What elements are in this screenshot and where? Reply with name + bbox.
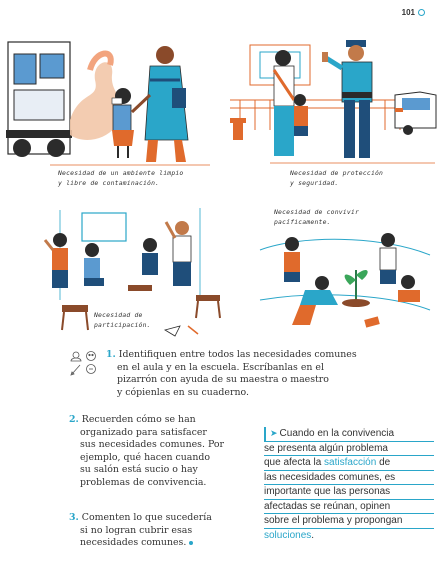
caption-protection — [290, 168, 383, 188]
activity-3-line — [69, 512, 249, 525]
activity-3-text: Comenten lo que sucedería — [81, 512, 212, 523]
callout-line — [264, 427, 434, 442]
callout-text: de — [376, 457, 391, 468]
callout-line: sobre el problema y propongan — [264, 514, 434, 529]
activity-1-text: Identifiquen entre todos las necesidades comunes — [118, 349, 357, 360]
callout-line: las necesidades comunes, es — [264, 471, 434, 486]
callout-line — [264, 529, 434, 543]
callout-text: que afecta la — [264, 457, 325, 468]
callout-text: Cuando en la convivencia — [279, 428, 395, 439]
activity-2-text: Recuerden cómo se han — [81, 414, 196, 425]
caption-line: Necesidad de protección — [290, 169, 384, 177]
callout-highlight: satisfacción — [324, 457, 377, 468]
activity-1-line: en el aula y en la escuela. Escríbanlas en el — [117, 361, 324, 373]
callout-line: se presenta algún problema — [264, 442, 434, 457]
activity-1 — [106, 349, 396, 399]
callout-text: . — [311, 529, 315, 541]
scene-protection — [230, 40, 436, 163]
activity-3-line: si no logran cubrir esas — [80, 524, 193, 536]
caption-line: participación. — [94, 321, 151, 329]
scene-peaceful-coexistence — [260, 233, 430, 328]
caption-participation — [94, 310, 151, 330]
callout-bar — [264, 427, 266, 441]
caption-line: Necesidad de — [94, 311, 143, 319]
activity-2-line: sus necesidades comunes. Por — [80, 439, 224, 451]
callout-line: importante que las personas — [264, 485, 434, 500]
activity-1-number: 1. — [106, 349, 116, 360]
callout-line — [264, 456, 434, 471]
speech-icon — [87, 365, 96, 374]
pencil-icon — [71, 365, 80, 375]
activity-2 — [69, 414, 249, 490]
activity-2-line — [69, 414, 249, 427]
page-number: 101 — [402, 8, 425, 17]
activity-icons — [70, 350, 100, 376]
caption-line: Necesidad de convivir — [274, 208, 359, 216]
activity-3 — [69, 512, 249, 550]
activity-2-line: ejemplo, qué hacen cuando — [80, 451, 211, 463]
caption-line: y seguridad. — [290, 179, 339, 187]
caption-line: y libre de contaminación. — [58, 179, 160, 187]
activity-1-line: y cópienlas en su cuaderno. — [117, 386, 249, 398]
activity-2-line: problemas de convivencia. — [80, 476, 207, 488]
activity-3-number: 3. — [69, 512, 79, 523]
activity-2-line: su salón está sucio o hay — [80, 464, 198, 476]
activity-2-line: organizado para satisfacer — [80, 426, 207, 438]
thinking-icon — [87, 352, 96, 361]
scene-clean-environment — [6, 42, 210, 165]
end-dot-icon — [189, 541, 193, 545]
callout-highlight: soluciones — [264, 529, 312, 541]
activity-3-line — [69, 537, 249, 550]
callout-box — [264, 427, 434, 542]
callout-line: afectadas se reúnan, opinen — [264, 500, 434, 515]
activity-1-line: pizarrón con ayuda de su maestra o maestro — [117, 374, 329, 386]
caption-line: pacíficamente. — [274, 218, 331, 226]
caption-line: Necesidad de un ambiente limpio — [58, 169, 184, 177]
caption-clean-environment — [58, 168, 183, 188]
arrow-right-icon: ➤ — [270, 428, 278, 438]
activity-3-text: necesidades comunes. — [80, 537, 187, 549]
group-icon — [71, 352, 81, 361]
activity-2-number: 2. — [69, 414, 79, 425]
activity-1-line — [106, 349, 396, 362]
caption-peaceful-coexistence — [274, 207, 359, 227]
